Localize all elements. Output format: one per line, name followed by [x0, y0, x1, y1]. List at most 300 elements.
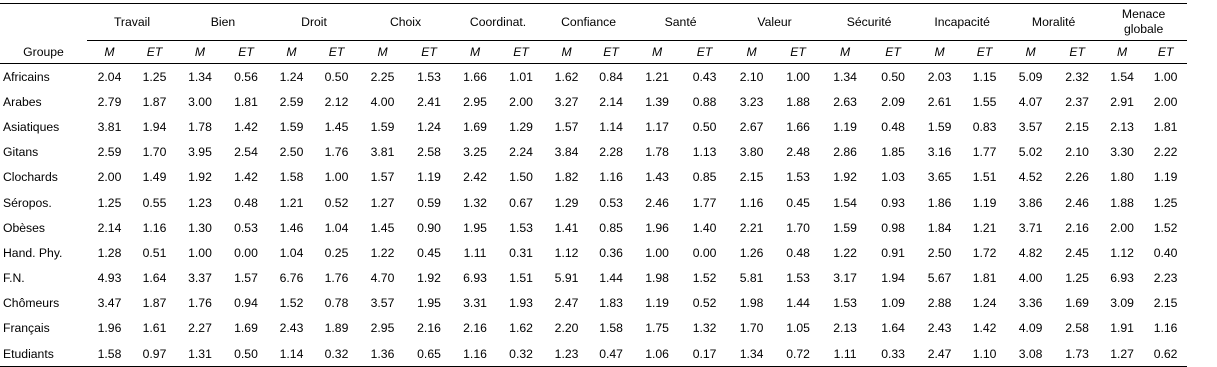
mean-cell: 1.26	[739, 245, 764, 260]
mean-cell: 1.70	[739, 321, 764, 336]
mean-cell: 1.27	[370, 195, 395, 210]
mean-cell: 4.70	[370, 271, 395, 286]
mean-cell: 3.17	[833, 271, 857, 286]
sd-cell: 1.58	[599, 321, 623, 336]
sd-cell: 0.65	[406, 341, 452, 367]
mean-cell: 1.16	[739, 195, 764, 210]
sd-cell: 0.72	[775, 341, 821, 367]
sd-cell: 1.44	[786, 296, 810, 311]
mean-cell: 1.95	[463, 220, 487, 235]
sd-cell: 0.40	[1153, 245, 1178, 260]
sd-cell: 0.25	[324, 245, 349, 260]
mean-cell: 1.32	[463, 195, 487, 210]
mean-cell: 1.66	[463, 69, 487, 84]
mean-cell: 1.19	[645, 296, 669, 311]
mean-cell: 3.80	[739, 145, 764, 160]
mean-cell: 1.29	[554, 195, 579, 210]
sd-cell: 0.36	[599, 245, 623, 260]
dimension-label: Travail	[113, 15, 151, 29]
mean-cell: 2.67	[739, 119, 764, 134]
sd-cell: 1.81	[1153, 119, 1178, 134]
sd-cell: 1.25	[142, 69, 167, 84]
sd-cell: 1.24	[972, 296, 997, 311]
mean-cell: 1.12	[554, 245, 579, 260]
sd-cell: 0.47	[589, 341, 633, 367]
group-label: Chômeurs	[3, 296, 60, 311]
sd-cell: 1.44	[599, 271, 623, 286]
sd-cell: 1.00	[324, 170, 349, 185]
sd-cell: 0.52	[324, 195, 349, 210]
mean-cell: 3.30	[1110, 145, 1134, 160]
sd-cell: 1.00	[786, 69, 810, 84]
mean-cell: 1.11	[463, 245, 487, 260]
mean-cell: 5.67	[927, 271, 952, 286]
sd-cell: 2.54	[234, 145, 258, 160]
sd-cell: 1.03	[881, 170, 905, 185]
sd-cell: 0.48	[786, 245, 810, 260]
mean-cell: 2.21	[739, 220, 764, 235]
mean-cell: 3.84	[554, 145, 579, 160]
sd-cell: 1.70	[142, 145, 167, 160]
mean-cell: 2.15	[739, 170, 764, 185]
mean-cell: 2.14	[97, 220, 122, 235]
mean-header: M	[633, 41, 681, 64]
sd-cell: 1.87	[142, 296, 167, 311]
sd-cell: 0.91	[881, 245, 905, 260]
dimension-label: Incapacité	[934, 15, 990, 29]
mean-cell: 1.28	[97, 245, 122, 260]
mean-cell: 1.52	[279, 296, 304, 311]
sd-cell: 1.61	[142, 321, 167, 336]
sd-cell: 1.10	[962, 341, 1007, 367]
mean-cell: 2.47	[554, 296, 579, 311]
mean-cell: 3.00	[188, 94, 212, 109]
sd-cell: 0.98	[881, 220, 905, 235]
mean-cell: 1.96	[97, 321, 122, 336]
mean-cell: 3.81	[370, 145, 395, 160]
sd-cell: 2.58	[1065, 321, 1089, 336]
mean-header: M	[728, 41, 775, 64]
sd-cell: 0.33	[869, 341, 917, 367]
mean-cell: 1.36	[359, 341, 406, 367]
sd-cell: 1.16	[599, 170, 623, 185]
mean-cell: 1.19	[833, 119, 857, 134]
sd-cell: 0.83	[972, 119, 997, 134]
mean-cell: 2.13	[833, 321, 857, 336]
mean-cell: 1.24	[279, 69, 304, 84]
sd-cell: 1.53	[786, 271, 810, 286]
dimension-header	[177, 4, 269, 41]
sd-cell: 2.16	[417, 321, 441, 336]
sd-cell: 1.94	[142, 119, 167, 134]
sd-cell: 1.16	[142, 220, 167, 235]
mean-cell: 3.23	[739, 94, 764, 109]
mean-cell: 1.00	[188, 245, 212, 260]
table-row	[0, 140, 1187, 165]
sd-cell: 1.53	[417, 69, 441, 84]
dimension-label: Santé	[664, 15, 697, 29]
corner-cell	[0, 4, 87, 41]
sd-header: ET	[962, 41, 1007, 64]
sd-cell: 1.77	[972, 145, 997, 160]
mean-cell: 3.47	[97, 296, 122, 311]
mean-header: M	[544, 41, 589, 64]
mean-cell: 1.75	[645, 321, 669, 336]
group-label: Etudiants	[0, 341, 87, 367]
mean-cell: 1.27	[1100, 341, 1144, 367]
sd-header: ET	[132, 41, 177, 64]
dimension-header	[452, 4, 544, 41]
table-row	[0, 240, 1187, 265]
group-label: Clochards	[3, 170, 58, 185]
sd-cell: 2.32	[1065, 69, 1089, 84]
sd-cell: 1.83	[599, 296, 623, 311]
sd-cell: 1.95	[417, 296, 441, 311]
sd-cell: 1.87	[142, 94, 167, 109]
dimension-label: Choix	[389, 15, 422, 29]
dimension-label: Coordinat.	[469, 15, 527, 29]
mean-cell: 1.41	[554, 220, 579, 235]
mean-cell: 2.50	[927, 245, 952, 260]
mean-cell: 1.00	[645, 245, 669, 260]
sd-cell: 1.25	[1153, 195, 1178, 210]
dimension-label: Valeur	[757, 15, 792, 29]
table-row	[0, 266, 1187, 291]
mean-cell: 3.36	[1018, 296, 1043, 311]
sd-cell: 0.45	[417, 245, 441, 260]
stat-header-row	[0, 41, 1187, 64]
sd-cell: 0.97	[132, 341, 177, 367]
sd-cell: 2.15	[1153, 296, 1178, 311]
mean-cell: 1.25	[97, 195, 122, 210]
sd-cell: 2.22	[1153, 145, 1178, 160]
mean-cell: 2.00	[1110, 220, 1134, 235]
sd-cell: 2.23	[1153, 271, 1178, 286]
sd-cell: 1.42	[234, 170, 258, 185]
mean-cell: 3.81	[97, 119, 122, 134]
mean-cell: 1.11	[821, 341, 869, 367]
table-header	[0, 4, 1187, 64]
group-label: Obèses	[3, 220, 46, 235]
sd-cell: 2.14	[599, 94, 623, 109]
mean-cell: 4.82	[1018, 245, 1043, 260]
mean-cell: 3.27	[554, 94, 579, 109]
sd-cell: 1.04	[324, 220, 349, 235]
sd-cell: 1.42	[234, 119, 258, 134]
dimension-header	[633, 4, 728, 41]
sd-cell: 2.09	[881, 94, 905, 109]
sd-cell: 1.70	[786, 220, 810, 235]
mean-cell: 1.86	[927, 195, 952, 210]
mean-cell: 2.04	[97, 69, 122, 84]
sd-cell: 0.56	[234, 69, 258, 84]
mean-cell: 1.84	[927, 220, 952, 235]
mean-cell: 2.10	[739, 69, 764, 84]
sd-cell: 1.25	[1065, 271, 1089, 286]
mean-cell: 6.93	[1110, 271, 1134, 286]
mean-cell: 2.20	[554, 321, 579, 336]
sd-cell: 0.43	[692, 69, 717, 84]
mean-cell: 1.23	[544, 341, 589, 367]
dimension-label: Moralité	[1031, 15, 1076, 29]
group-label: Français	[3, 321, 50, 336]
sd-cell: 1.32	[692, 321, 717, 336]
sd-cell: 0.32	[314, 341, 359, 367]
mean-cell: 2.16	[463, 321, 487, 336]
sd-cell: 0.94	[234, 296, 258, 311]
sd-header: ET	[223, 41, 269, 64]
mean-cell: 2.03	[927, 69, 952, 84]
mean-cell: 1.88	[1110, 195, 1134, 210]
sd-cell: 0.00	[234, 245, 258, 260]
dimension-header	[269, 4, 359, 41]
mean-cell: 5.81	[739, 271, 764, 286]
mean-cell: 1.78	[645, 145, 669, 160]
mean-cell: 3.86	[1018, 195, 1043, 210]
sd-cell: 1.94	[881, 271, 905, 286]
sd-cell: 2.26	[1065, 170, 1089, 185]
mean-cell: 1.59	[833, 220, 857, 235]
sd-cell: 1.45	[324, 119, 349, 134]
sd-cell: 1.69	[1065, 296, 1089, 311]
table-row	[0, 190, 1187, 215]
mean-cell: 2.42	[463, 170, 487, 185]
dimension-label: Sécurité	[846, 15, 892, 29]
mean-cell: 3.71	[1018, 220, 1043, 235]
sd-cell: 1.81	[234, 94, 258, 109]
mean-cell: 1.21	[645, 69, 669, 84]
sd-cell: 1.52	[1153, 220, 1178, 235]
dimension-header	[821, 4, 917, 41]
mean-cell: 1.82	[554, 170, 579, 185]
table-row	[0, 291, 1187, 316]
mean-cell: 3.25	[463, 145, 487, 160]
sd-cell: 1.19	[417, 170, 441, 185]
mean-cell: 2.46	[645, 195, 669, 210]
mean-cell: 3.09	[1110, 296, 1134, 311]
group-label: Hand. Phy.	[3, 245, 63, 260]
dimension-header	[1100, 4, 1187, 41]
sd-cell: 2.58	[417, 145, 441, 160]
mean-cell: 1.43	[645, 170, 669, 185]
sd-cell: 0.52	[692, 296, 717, 311]
mean-cell: 1.16	[452, 341, 498, 367]
mean-header: M	[269, 41, 314, 64]
sd-cell: 1.77	[692, 195, 717, 210]
sd-cell: 2.16	[1065, 220, 1089, 235]
sd-cell: 1.00	[1153, 69, 1178, 84]
mean-cell: 1.06	[633, 341, 681, 367]
mean-cell: 2.63	[833, 94, 857, 109]
mean-cell: 1.58	[279, 170, 304, 185]
mean-cell: 1.31	[177, 341, 223, 367]
sd-cell: 0.32	[498, 341, 544, 367]
mean-cell: 1.54	[1110, 69, 1134, 84]
mean-cell: 1.45	[370, 220, 395, 235]
dimension-header	[917, 4, 1007, 41]
sd-cell: 1.85	[881, 145, 905, 160]
sd-cell: 1.49	[142, 170, 167, 185]
mean-cell: 2.00	[97, 170, 122, 185]
mean-cell: 1.34	[833, 69, 857, 84]
sd-header: ET	[406, 41, 452, 64]
sd-cell: 2.41	[417, 94, 441, 109]
dimension-header	[1007, 4, 1100, 41]
mean-header: M	[1100, 41, 1144, 64]
group-label: Gitans	[3, 145, 39, 160]
mean-cell: 5.02	[1018, 145, 1043, 160]
table-row	[0, 64, 1187, 90]
sd-cell: 1.29	[509, 119, 533, 134]
sd-cell: 2.46	[1065, 195, 1089, 210]
mean-cell: 2.95	[370, 321, 395, 336]
mean-cell: 3.08	[1007, 341, 1054, 367]
sd-cell: 0.50	[692, 119, 717, 134]
sd-cell: 0.50	[881, 69, 905, 84]
table-row	[0, 89, 1187, 114]
sd-header: ET	[681, 41, 728, 64]
mean-cell: 1.98	[645, 271, 669, 286]
mean-cell: 3.16	[927, 145, 952, 160]
mean-cell: 2.61	[927, 94, 952, 109]
sd-cell: 1.81	[972, 271, 997, 286]
mean-cell: 4.07	[1018, 94, 1043, 109]
mean-header: M	[1007, 41, 1054, 64]
sd-header: ET	[314, 41, 359, 64]
sd-cell: 1.93	[509, 296, 533, 311]
sd-cell: 0.93	[881, 195, 905, 210]
sd-cell: 0.50	[324, 69, 349, 84]
sd-cell: 2.48	[786, 145, 810, 160]
sd-header: ET	[869, 41, 917, 64]
mean-cell: 2.47	[917, 341, 962, 367]
mean-cell: 4.93	[97, 271, 122, 286]
mean-cell: 6.76	[279, 271, 304, 286]
mean-cell: 1.57	[370, 170, 395, 185]
sd-cell: 0.48	[881, 119, 905, 134]
sd-cell: 1.51	[972, 170, 997, 185]
mean-cell: 1.22	[833, 245, 857, 260]
mean-cell: 2.79	[97, 94, 122, 109]
sd-cell: 2.00	[1153, 94, 1178, 109]
sd-cell: 0.45	[786, 195, 810, 210]
table-row	[0, 165, 1187, 190]
mean-cell: 1.34	[728, 341, 775, 367]
sd-cell: 0.55	[142, 195, 167, 210]
sd-cell: 2.28	[599, 145, 623, 160]
mean-cell: 1.96	[645, 220, 669, 235]
mean-cell: 3.95	[188, 145, 212, 160]
sd-cell: 1.15	[972, 69, 997, 84]
sd-cell: 1.42	[972, 321, 997, 336]
sd-cell: 1.01	[509, 69, 533, 84]
mean-cell: 1.39	[645, 94, 669, 109]
sd-cell: 0.59	[417, 195, 441, 210]
sd-cell: 1.72	[972, 245, 997, 260]
mean-cell: 1.92	[188, 170, 212, 185]
sd-cell: 1.16	[1153, 321, 1178, 336]
mean-cell: 1.34	[188, 69, 212, 84]
mean-cell: 1.57	[554, 119, 579, 134]
table-row	[0, 341, 1187, 367]
mean-cell: 3.31	[463, 296, 487, 311]
sd-cell: 1.51	[509, 271, 533, 286]
sd-cell: 1.09	[881, 296, 905, 311]
sd-cell: 1.92	[417, 271, 441, 286]
sd-cell: 1.66	[786, 119, 810, 134]
sd-cell: 0.78	[324, 296, 349, 311]
mean-cell: 3.65	[927, 170, 952, 185]
sd-cell: 1.76	[324, 145, 349, 160]
sd-cell: 0.84	[599, 69, 623, 84]
mean-cell: 1.23	[188, 195, 212, 210]
mean-cell: 1.04	[279, 245, 304, 260]
sd-cell: 0.53	[234, 220, 258, 235]
mean-cell: 1.92	[833, 170, 857, 185]
mean-cell: 1.98	[739, 296, 764, 311]
sd-cell: 1.73	[1054, 341, 1100, 367]
sd-cell: 1.21	[972, 220, 997, 235]
sd-cell: 2.45	[1065, 245, 1089, 260]
sd-cell: 1.55	[972, 94, 997, 109]
mean-cell: 3.57	[1018, 119, 1043, 134]
mean-cell: 2.13	[1110, 119, 1134, 134]
mean-cell: 4.52	[1018, 170, 1043, 185]
mean-cell: 1.46	[279, 220, 304, 235]
mean-cell: 1.91	[1110, 321, 1134, 336]
dimension-label: Bien	[210, 15, 236, 29]
mean-cell: 1.58	[87, 341, 132, 367]
mean-cell: 1.54	[833, 195, 857, 210]
sd-cell: 0.90	[417, 220, 441, 235]
sd-cell: 1.19	[1153, 170, 1178, 185]
dimension-label: Droit	[301, 15, 327, 29]
mean-header: M	[917, 41, 962, 64]
sd-cell: 2.10	[1065, 145, 1089, 160]
sd-cell: 0.85	[599, 220, 623, 235]
dimension-header	[87, 4, 177, 41]
mean-cell: 2.25	[370, 69, 395, 84]
sd-header: ET	[589, 41, 633, 64]
sd-cell: 1.50	[509, 170, 533, 185]
dimension-header	[544, 4, 633, 41]
mean-cell: 3.57	[370, 296, 395, 311]
sd-cell: 1.05	[786, 321, 810, 336]
mean-cell: 2.43	[279, 321, 304, 336]
sd-cell: 1.40	[692, 220, 717, 235]
sd-header: ET	[775, 41, 821, 64]
mean-cell: 5.09	[1018, 69, 1043, 84]
sd-cell: 0.85	[692, 170, 717, 185]
table-body	[0, 64, 1187, 367]
sd-cell: 0.67	[509, 195, 533, 210]
mean-cell: 1.22	[370, 245, 395, 260]
mean-cell: 2.27	[188, 321, 212, 336]
mean-cell: 6.93	[463, 271, 487, 286]
sd-cell: 0.00	[692, 245, 717, 260]
sd-cell: 1.19	[972, 195, 997, 210]
sd-cell: 0.31	[509, 245, 533, 260]
mean-cell: 5.91	[554, 271, 579, 286]
sd-cell: 1.53	[509, 220, 533, 235]
table-row	[0, 215, 1187, 240]
mean-cell: 1.21	[279, 195, 304, 210]
sd-cell: 0.62	[1144, 341, 1187, 367]
sd-cell: 1.24	[417, 119, 441, 134]
group-label: Africains	[3, 69, 50, 84]
mean-cell: 1.78	[188, 119, 212, 134]
mean-cell: 1.80	[1110, 170, 1134, 185]
